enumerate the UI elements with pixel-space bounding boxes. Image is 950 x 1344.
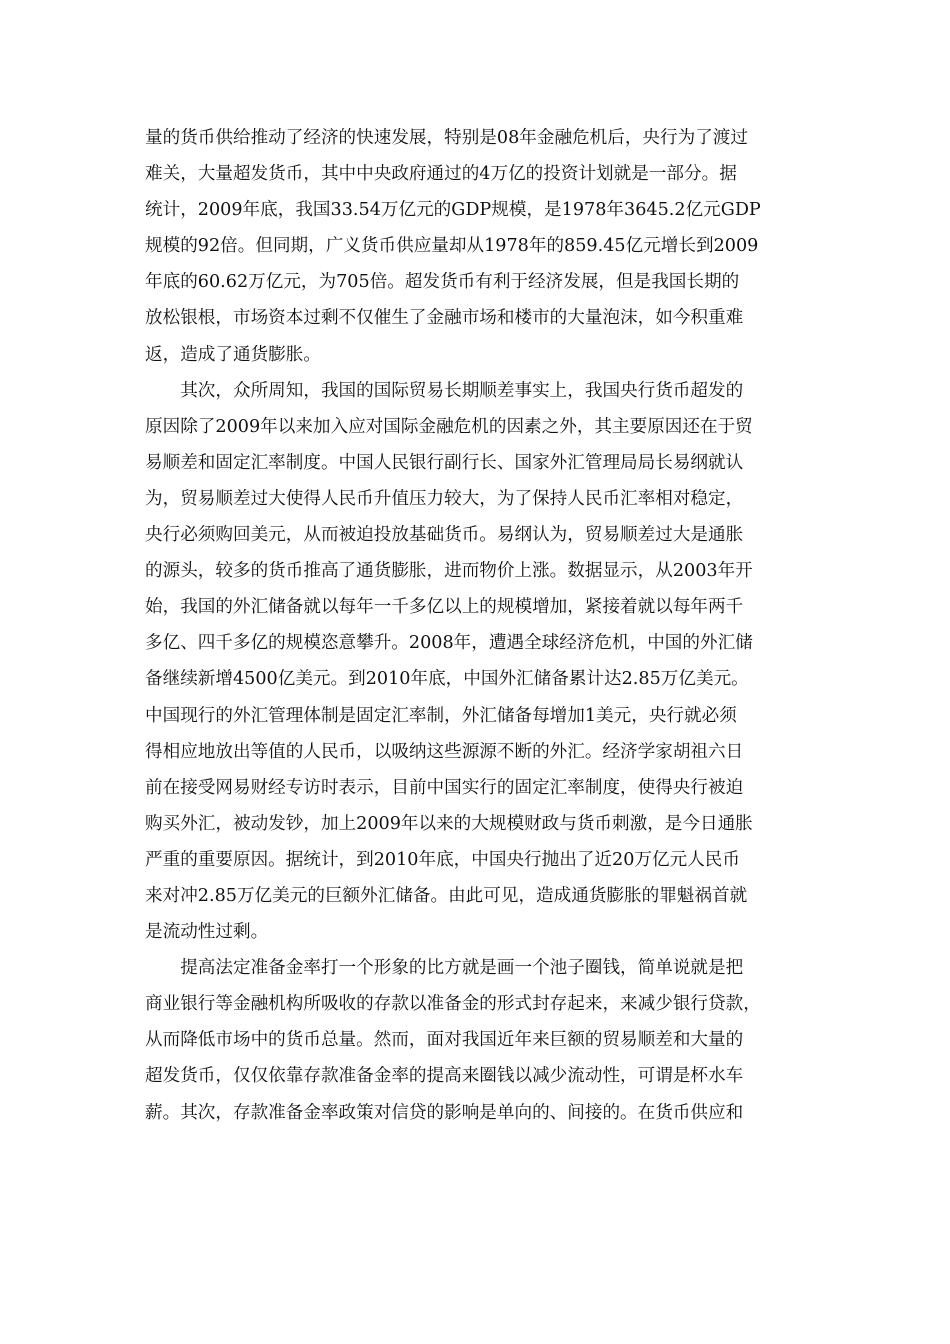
text-line: 备继续新增4500亿美元。到2010年底，中国外汇储备累计达2.85万亿美元。 — [145, 669, 749, 690]
text-line: 提高法定准备金率打一个形象的比方就是画一个池子圈钱，简单说就是把 — [145, 958, 744, 979]
text-line: 超发货币，仅仅依靠存款准备金率的提高来圈钱以减少流动性，可谓是杯水车 — [145, 1066, 744, 1087]
text-line: 前在接受网易财经专访时表示，目前中国实行的固定汇率制度，使得央行被迫 — [145, 777, 744, 798]
text-line: 统计，2009年底，我国33.54万亿元的GDP规模，是1978年3645.2亿元GDP — [145, 200, 761, 221]
text-line: 是流动性过剩。 — [145, 922, 269, 943]
text-line: 购买外汇，被动发钞，加上2009年以来的大规模财政与货币刺激，是今日通胀 — [145, 813, 753, 834]
text-line: 严重的重要原因。据统计，到2010年底，中国央行抛出了近20万亿元人民币 — [145, 849, 740, 870]
text-line: 多亿、四千多亿的规模恣意攀升。2008年，遭遇全球经济危机，中国的外汇储 — [145, 633, 753, 654]
text-line: 商业银行等金融机构所吸收的存款以准备金的形式封存起来，来减少银行贷款， — [145, 994, 761, 1015]
text-line: 规模的92倍。但同期，广义货币供应量却从1978年的859.45亿元增长到2009 — [145, 236, 759, 257]
text-line: 放松银根，市场资本过剩不仅催生了金融市场和楼市的大量泡沫，如今积重难 — [145, 308, 744, 329]
text-line: 返，造成了通货膨胀。 — [145, 344, 321, 365]
text-line: 的源头，较多的货币推高了通货膨胀，进而物价上涨。数据显示，从2003年开 — [145, 561, 753, 582]
text-line: 难关，大量超发货币，其中中央政府通过的4万亿的投资计划就是一部分。据 — [145, 164, 737, 185]
text-line: 央行必须购回美元，从而被迫投放基础货币。易纲认为，贸易顺差过大是通胀 — [145, 525, 744, 546]
text-line: 原因除了2009年以来加入应对国际金融危机的因素之外，其主要原因还在于贸 — [145, 416, 753, 437]
text-line: 其次，众所周知，我国的国际贸易长期顺差事实上，我国央行货币超发的 — [145, 380, 744, 401]
text-line: 来对冲2.85万亿美元的巨额外汇储备。由此可见，造成通货膨胀的罪魁祸首就 — [145, 885, 748, 906]
text-line: 薪。其次，存款准备金率政策对信贷的影响是单向的、间接的。在货币供应和 — [145, 1102, 744, 1123]
text-line: 易顺差和固定汇率制度。中国人民银行副行长、国家外汇管理局局长易纲就认 — [145, 452, 744, 473]
text-line: 为，贸易顺差过大使得人民币升值压力较大，为了保持人民币汇率相对稳定， — [145, 488, 744, 509]
body-text — [145, 120, 810, 1131]
text-line: 得相应地放出等值的人民币，以吸纳这些源源不断的外汇。经济学家胡祖六日 — [145, 741, 744, 762]
text-line: 始，我国的外汇储备就以每年一千多亿以上的规模增加，紧接着就以每年两千 — [145, 597, 744, 618]
text-line: 量的货币供给推动了经济的快速发展，特别是08年金融危机后，央行为了渡过 — [145, 128, 748, 148]
text-line: 从而降低市场中的货币总量。然而，面对我国近年来巨额的贸易顺差和大量的 — [145, 1030, 744, 1051]
text-line: 中国现行的外汇管理体制是固定汇率制，外汇储备每增加1美元，央行就必须 — [145, 705, 737, 726]
text-line: 年底的60.62万亿元，为705倍。超发货币有利于经济发展，但是我国长期的 — [145, 272, 740, 293]
